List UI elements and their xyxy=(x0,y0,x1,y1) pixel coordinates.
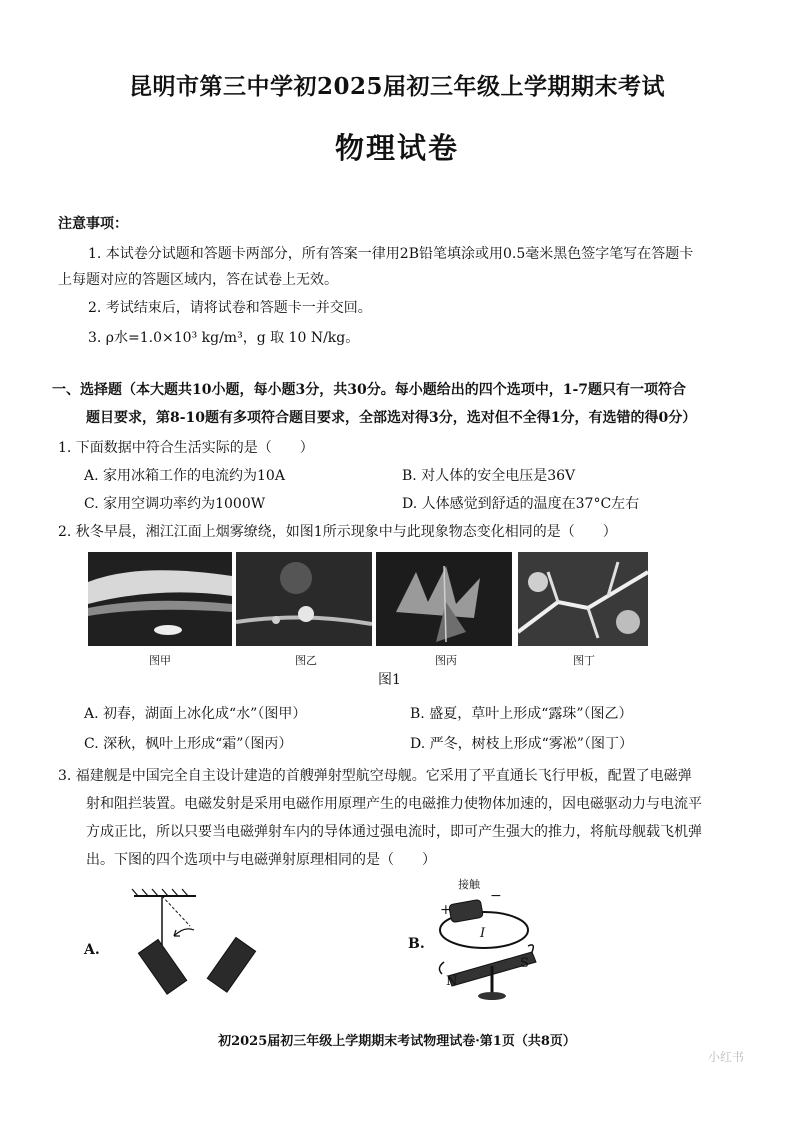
label-north: N xyxy=(446,974,458,989)
question-3-option-a-label: A. xyxy=(84,942,100,958)
notes-item-1-line-1: 1. 本试卷分试题和答题卡两部分，所有答案一律用2B铅笔填涂或用0.5毫米黑色签字笔写在答题卡 xyxy=(88,246,694,262)
notes-item-3: 3. ρ水=1.0×10³ kg/m³，g 取 10 N/kg。 xyxy=(88,330,360,346)
photo-frost-on-maple-leaf xyxy=(376,552,512,646)
figure-1-label: 图1 xyxy=(378,672,401,688)
label-plus: + xyxy=(440,902,452,918)
question-1-stem: 1. 下面数据中符合生活实际的是（ ） xyxy=(58,440,314,456)
section-1-heading-line-2: 题目要求，第8-10题有多项符合题目要求，全部选对得3分，选对但不全得1分，有选错的得0分） xyxy=(86,410,697,426)
label-south: S xyxy=(520,956,529,971)
suspended-magnets-diagram xyxy=(120,886,280,996)
question-3-line-3: 方成正比，所以只要当电磁弹射车内的导体通过强电流时，即可产生强大的推力，将航母舰载飞机弹 xyxy=(86,824,702,840)
caption-figure-bing: 图丙 xyxy=(435,654,457,667)
exam-title: 昆明市第三中学初2025届初三年级上学期期末考试 xyxy=(128,73,665,100)
question-3-line-2: 射和阻拦装置。电磁发射是采用电磁作用原理产生的电磁推力使物体加速的，因电磁驱动力与电流平 xyxy=(86,796,702,812)
question-3-option-b-label: B. xyxy=(408,936,425,952)
question-3-line-4: 出。下图的四个选项中与电磁弹射原理相同的是（ ） xyxy=(86,852,436,868)
caption-figure-yi: 图乙 xyxy=(295,654,317,667)
question-1-option-c: C. 家用空调功率约为1000W xyxy=(84,496,266,512)
question-1-option-b: B. 对人体的安全电压是36V xyxy=(402,468,576,484)
question-2-option-a: A. 初春，湖面上冰化成“水”（图甲） xyxy=(84,706,307,722)
caption-figure-jia: 图甲 xyxy=(149,654,171,667)
notes-item-1-line-2: 上每题对应的答题区域内，答在试卷上无效。 xyxy=(58,272,338,288)
question-1-option-d: D. 人体感觉到舒适的温度在37°C左右 xyxy=(402,496,640,512)
notes-item-2: 2. 考试结束后，请将试卷和答题卡一并交回。 xyxy=(88,300,372,316)
page-footer: 初2025届初三年级上学期期末考试物理试卷·第1页（共8页） xyxy=(218,1034,576,1049)
label-minus: − xyxy=(490,888,502,904)
caption-figure-ding: 图丁 xyxy=(573,654,595,667)
question-2-stem: 2. 秋冬早晨，湘江江面上烟雾缭绕，如图1所示现象中与此现象物态变化相同的是（ ） xyxy=(58,524,617,540)
watermark-logo: 小红书 xyxy=(708,1050,745,1064)
section-1-heading-line-1: 一、选择题（本大题共10小题，每小题3分，共30分。每小题给出的四个选项中，1-7题只有一项符合 xyxy=(52,382,686,398)
notes-heading: 注意事项： xyxy=(58,216,128,232)
photo-frozen-lake xyxy=(88,552,232,646)
label-current-i: I xyxy=(480,926,486,941)
question-2-option-b: B. 盛夏，草叶上形成“露珠”（图乙） xyxy=(410,706,633,722)
paper-subject-title: 物理试卷 xyxy=(334,131,459,165)
photo-rime-on-branches xyxy=(518,552,648,646)
question-3-line-1: 3. 福建舰是中国完全自主设计建造的首艘弹射型航空母舰。它采用了平直通长飞行甲板，配置了电磁弹 xyxy=(58,768,692,784)
label-contact: 接触 xyxy=(458,878,480,891)
photo-dew-on-grass xyxy=(236,552,372,646)
question-1-option-a: A. 家用冰箱工作的电流约为10A xyxy=(84,468,285,484)
question-2-option-d: D. 严冬，树枝上形成“雾凇”（图丁） xyxy=(410,736,633,752)
question-2-option-c: C. 深秋，枫叶上形成“霜”（图丙） xyxy=(84,736,293,752)
